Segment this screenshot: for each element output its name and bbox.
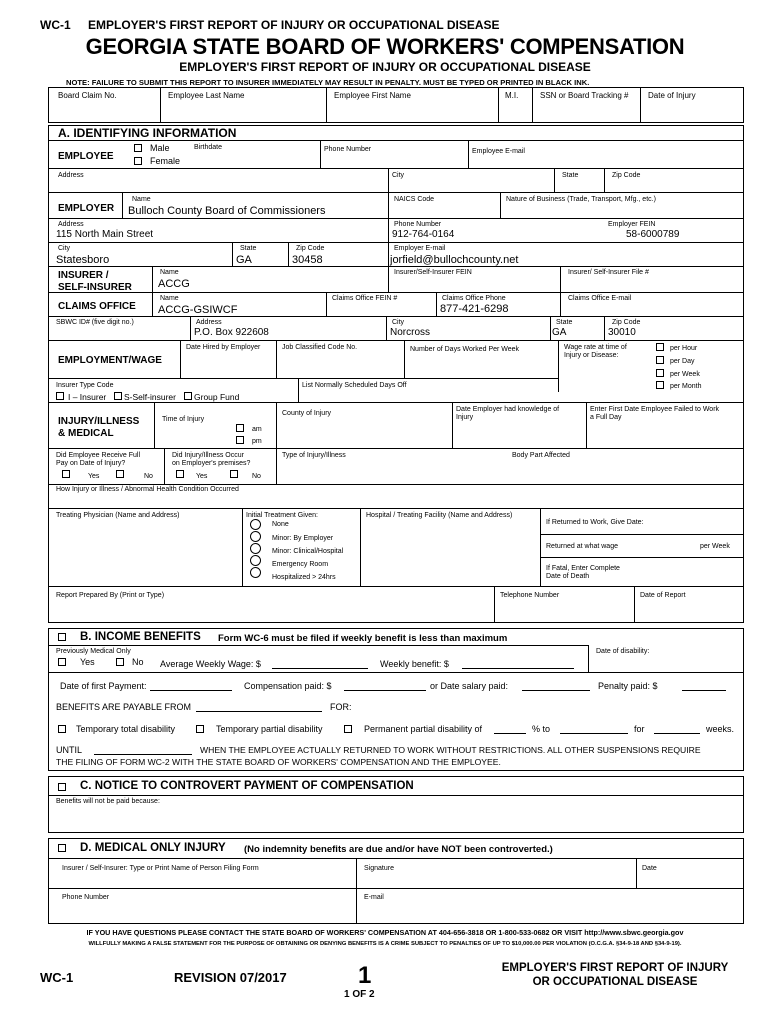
- not-paid-label: Benefits will not be paid because:: [56, 798, 160, 805]
- employment-wage-label: EMPLOYMENT/WAGE: [58, 355, 162, 366]
- employer-address: 115 North Main Street: [56, 229, 154, 240]
- ppd-for-label: for: [634, 724, 645, 734]
- full-pay-no-checkbox[interactable]: [116, 470, 124, 478]
- fatal-label-2: Date of Death: [546, 573, 590, 580]
- until-label: UNTIL: [56, 745, 83, 755]
- per-week-label: per Week: [670, 371, 700, 378]
- employer-name-label: Name: [132, 196, 151, 203]
- employer-email: jorfield@bullochcounty.net: [390, 254, 519, 266]
- claims-address-label: Address: [196, 319, 222, 326]
- sbwc-id-label: SBWC ID# (five digit no.): [56, 319, 134, 326]
- nature-business-label: Nature of Business (Trade, Transport, Mfg., etc.): [506, 196, 656, 203]
- section-b-checkbox[interactable]: [58, 633, 66, 641]
- until-text: WHEN THE EMPLOYEE ACTUALLY RETURNED TO WORK WITHOUT RESTRICTIONS. ALL OTHER SUSPENSIONS REQUIRE: [200, 745, 701, 755]
- insurer-type-i-label: I – Insurer: [68, 392, 107, 402]
- employer-city-label: City: [58, 245, 71, 252]
- first-date-label-1: Enter First Date Employee Failed to Work: [590, 406, 720, 413]
- am-label: am: [252, 426, 262, 433]
- full-pay-no-label: No: [144, 473, 153, 480]
- footer-revision: REVISION 07/2017: [174, 970, 287, 985]
- section-b-title: B. INCOME BENEFITS: [80, 631, 201, 643]
- employer-address-label: Address: [58, 221, 84, 228]
- employer-zip-label: Zip Code: [296, 245, 325, 252]
- full-pay-yes-checkbox[interactable]: [62, 470, 70, 478]
- employee-address-label: Address: [58, 172, 84, 179]
- premises-no-label: No: [252, 473, 261, 480]
- premises-yes-checkbox[interactable]: [176, 470, 184, 478]
- how-occurred-label: How Injury or Illness / Abnormal Health Condition Occurred: [56, 486, 239, 493]
- full-pay-label-1: Did Employee Receive Full: [56, 452, 141, 459]
- job-code-label: Job Classified Code No.: [282, 344, 358, 351]
- board-claim-label: Board Claim No.: [58, 91, 117, 100]
- footer-page-of: 1 OF 2: [344, 989, 375, 1000]
- employer-city: Statesboro: [56, 254, 110, 266]
- claims-phone-label: Claims Office Phone: [442, 295, 506, 302]
- footer-title-1: EMPLOYER'S FIRST REPORT OF INJURY: [501, 962, 729, 974]
- ppd-label: Permanent partial disability of: [364, 724, 483, 734]
- date-first-payment-label: Date of first Payment:: [60, 681, 147, 691]
- ppd-pct-label: % to: [532, 724, 551, 734]
- employee-zip-label: Zip Code: [612, 172, 641, 179]
- birthdate-label: Birthdate: [194, 144, 223, 151]
- treatment-er-radio[interactable]: [250, 555, 261, 566]
- form-subtitle: EMPLOYER'S FIRST REPORT OF INJURY OR OCCUPATIONAL DISEASE: [179, 60, 591, 74]
- prev-medical-yes-checkbox[interactable]: [58, 658, 66, 666]
- days-worked-label: Number of Days Worked Per Week: [410, 346, 520, 353]
- employee-first-label: Employee First Name: [334, 91, 411, 100]
- employer-state: GA: [236, 254, 252, 266]
- ttd-checkbox[interactable]: [58, 725, 66, 733]
- insurer-fein-label: Insurer/Self-Insurer FEIN: [394, 269, 472, 276]
- treatment-minor-clinical-radio[interactable]: [250, 543, 261, 554]
- claims-name-label: Name: [160, 295, 179, 302]
- prev-medical-label: Previously Medical Only: [56, 648, 131, 655]
- physician-label: Treating Physician (Name and Address): [56, 512, 180, 519]
- treatment-hospitalized-radio[interactable]: [250, 567, 261, 578]
- treatment-none-label: None: [272, 521, 289, 528]
- prepared-by-label: Report Prepared By (Print or Type): [56, 592, 165, 599]
- weekly-benefit-label: Weekly benefit: $: [380, 659, 449, 669]
- weeks-label: weeks.: [706, 724, 735, 734]
- naics-label: NAICS Code: [394, 196, 435, 203]
- section-d-phone-label: Phone Number: [62, 894, 110, 901]
- signature-label: Signature: [364, 865, 394, 872]
- premises-yes-label: Yes: [196, 473, 208, 480]
- time-injury-label: Time of Injury: [162, 416, 205, 423]
- female-label: Female: [150, 156, 181, 166]
- fatal-label-1: If Fatal, Enter Complete: [546, 565, 620, 572]
- returned-per-week-label: per Week: [700, 543, 730, 550]
- footer-page-big: 1: [358, 962, 372, 989]
- treatment-hospitalized-label: Hospitalized > 24hrs: [272, 574, 336, 581]
- full-pay-yes-label: Yes: [88, 473, 100, 480]
- insurer-name: ACCG: [158, 278, 190, 290]
- insurer-type-s-checkbox[interactable]: [114, 392, 122, 400]
- for-label: FOR:: [330, 702, 352, 712]
- wage-rate-label-2: Injury or Disease:: [564, 352, 619, 359]
- employee-label: EMPLOYEE: [58, 151, 114, 162]
- treatment-minor-clinical-label: Minor: Clinical/Hospital: [272, 548, 344, 555]
- claims-state: GA: [552, 327, 567, 338]
- insurer-name-label: Name: [160, 269, 179, 276]
- avg-weekly-label: Average Weekly Wage: $: [160, 659, 261, 669]
- per-day-label: per Day: [670, 358, 695, 365]
- claims-name: ACCG-GSIWCF: [158, 304, 238, 316]
- claims-city: Norcross: [390, 327, 431, 338]
- tpd-label: Temporary partial disability: [216, 724, 323, 734]
- employee-email-label: Employee E-mail: [472, 148, 525, 155]
- male-label: Male: [150, 143, 170, 153]
- treatment-label: Initial Treatment Given:: [246, 512, 318, 519]
- section-d-note: (No indemnity benefits are due and/or have NOT been controverted.): [244, 844, 553, 855]
- employer-fein-label: Employer FEIN: [608, 221, 656, 228]
- ttd-label: Temporary total disability: [76, 724, 176, 734]
- treatment-er-label: Emergency Room: [272, 561, 329, 568]
- full-pay-label-2: Pay on Date of Injury?: [56, 460, 126, 467]
- premises-label-2: on Employer's premises?: [172, 460, 251, 467]
- per-month-label: per Month: [670, 383, 702, 390]
- scheduled-days-label: List Normally Scheduled Days Off: [302, 382, 407, 389]
- until-text-2: THE FILING OF FORM WC-2 WITH THE STATE BOARD OF WORKERS' COMPENSATION AND THE EMPLOYEE.: [56, 757, 501, 767]
- employer-fein: 58-6000789: [626, 229, 680, 240]
- form-note: NOTE: FAILURE TO SUBMIT THIS REPORT TO INSURER IMMEDIATELY MAY RESULT IN PENALTY. MUST BE TYPED OR PRINTED IN BLACK INK.: [66, 78, 590, 87]
- footer-warning: WILLFULLY MAKING A FALSE STATEMENT FOR THE PURPOSE OF OBTAINING OR DENYING BENEFITS IS A CRIME SUBJECT TO PENALTIES OF UP TO $10,000.00 PER VIOLATION (O.C.G.A. §34-9-18 AND §34-9-19).: [88, 941, 682, 947]
- prev-medical-no-checkbox[interactable]: [116, 658, 124, 666]
- male-checkbox[interactable]: [134, 144, 142, 152]
- insurer-label-1: INSURER /: [58, 270, 109, 281]
- returned-wage-label: Returned at what wage: [546, 543, 618, 550]
- tpd-checkbox[interactable]: [196, 725, 204, 733]
- form-code-top: WC-1: [40, 18, 71, 32]
- section-d-title: D. MEDICAL ONLY INJURY: [80, 842, 226, 854]
- claims-email-label: Claims Office E-mail: [568, 295, 632, 302]
- insurer-label-2: SELF-INSURER: [58, 282, 132, 293]
- per-week-checkbox[interactable]: [656, 369, 664, 377]
- penalty-paid-label: Penalty paid: $: [598, 681, 658, 691]
- footer-title-2: OR OCCUPATIONAL DISEASE: [532, 976, 698, 988]
- section-a-title: A. IDENTIFYING INFORMATION: [58, 126, 237, 140]
- employee-phone-label: Phone Number: [324, 146, 372, 153]
- mi-label: M.I.: [505, 91, 519, 100]
- knowledge-label-1: Date Employer had knowledge of: [456, 406, 560, 413]
- section-c-title: C. NOTICE TO CONTROVERT PAYMENT OF COMPENSATION: [80, 780, 414, 792]
- footer-questions: IF YOU HAVE QUESTIONS PLEASE CONTACT THE STATE BOARD OF WORKERS' COMPENSATION AT 404-656-3818 OR 1-800-533-0682 OR VISIT http://www.sbwc.georgia.gov: [86, 928, 684, 937]
- board-name: GEORGIA STATE BOARD OF WORKERS' COMPENSATION: [85, 34, 685, 59]
- claims-office-label: CLAIMS OFFICE: [58, 301, 136, 312]
- county-injury-label: County of Injury: [282, 410, 332, 417]
- employee-last-label: Employee Last Name: [168, 91, 245, 100]
- injury-label-2: & MEDICAL: [58, 428, 114, 439]
- insurer-type-label: Insurer Type Code: [56, 382, 114, 389]
- form-header: [0, 0, 770, 90]
- telephone-label: Telephone Number: [500, 592, 560, 599]
- claims-state-label: State: [556, 319, 573, 326]
- section-d-checkbox[interactable]: [58, 844, 66, 852]
- section-d-date-label: Date: [642, 865, 657, 872]
- injury-type-label: Type of Injury/Illness: [282, 452, 346, 459]
- payable-from-label: BENEFITS ARE PAYABLE FROM: [56, 702, 192, 712]
- employer-name: Bulloch County Board of Commissioners: [128, 205, 326, 217]
- date-salary-label: or Date salary paid:: [430, 681, 509, 691]
- claims-zip: 30010: [608, 327, 636, 338]
- knowledge-label-2: Injury: [456, 414, 474, 421]
- form-title-top: EMPLOYER'S FIRST REPORT OF INJURY OR OCCUPATIONAL DISEASE: [88, 18, 500, 32]
- employer-phone: 912-764-0164: [392, 229, 455, 240]
- injury-label-1: INJURY/ILLNESS: [58, 416, 140, 427]
- treatment-none-radio[interactable]: [250, 519, 261, 530]
- section-c-checkbox[interactable]: [58, 783, 66, 791]
- employee-state-label: State: [562, 172, 579, 179]
- pm-label: pm: [252, 438, 262, 445]
- prev-medical-no-label: No: [132, 657, 144, 667]
- date-report-label: Date of Report: [640, 592, 686, 599]
- first-date-label-2: a Full Day: [590, 414, 622, 421]
- am-checkbox[interactable]: [236, 424, 244, 432]
- employer-email-label: Employer E-mail: [394, 245, 446, 252]
- ssn-label: SSN or Board Tracking #: [540, 91, 629, 100]
- per-month-checkbox[interactable]: [656, 381, 664, 389]
- date-injury-label: Date of Injury: [648, 91, 696, 100]
- per-day-checkbox[interactable]: [656, 356, 664, 364]
- body-part-label: Body Part Affected: [512, 452, 570, 459]
- footer-form-code: WC-1: [40, 970, 74, 985]
- employee-city-label: City: [392, 172, 405, 179]
- insurer-file-label: Insurer/ Self-Insurer File #: [568, 269, 649, 276]
- claims-zip-label: Zip Code: [612, 319, 641, 326]
- per-hour-label: per Hour: [670, 345, 698, 352]
- returned-date-label: If Returned to Work, Give Date:: [546, 519, 644, 526]
- premises-label-1: Did Injury/Illness Occur: [172, 452, 244, 459]
- comp-paid-label: Compensation paid: $: [244, 681, 332, 691]
- employer-state-label: State: [240, 245, 257, 252]
- treatment-minor-employer-radio[interactable]: [250, 531, 261, 542]
- employer-zip: 30458: [292, 254, 323, 266]
- date-hired-label: Date Hired by Employer: [186, 344, 261, 351]
- insurer-type-s-label: S-Self-insurer: [124, 392, 176, 402]
- employer-phone-label: Phone Number: [394, 221, 442, 228]
- female-checkbox[interactable]: [134, 157, 142, 165]
- premises-no-checkbox[interactable]: [230, 470, 238, 478]
- claims-phone: 877-421-6298: [440, 303, 509, 315]
- wage-rate-label-1: Wage rate at time of: [564, 344, 627, 351]
- claims-address: P.O. Box 922608: [194, 327, 269, 338]
- ppd-checkbox[interactable]: [344, 725, 352, 733]
- employer-label: EMPLOYER: [58, 203, 115, 214]
- section-b-note: Form WC-6 must be filed if weekly benefit is less than maximum: [218, 633, 508, 644]
- date-disability-label: Date of disability:: [596, 648, 650, 655]
- filer-name-label: Insurer / Self-Insurer: Type or Print Name of Person Filing Form: [62, 865, 259, 872]
- claims-city-label: City: [392, 319, 405, 326]
- claims-fein-label: Claims Office FEIN #: [332, 295, 398, 302]
- insurer-type-g-checkbox[interactable]: [184, 392, 192, 400]
- facility-label: Hospital / Treating Facility (Name and Address): [366, 512, 513, 519]
- section-d-email-label: E-mail: [364, 894, 384, 901]
- pm-checkbox[interactable]: [236, 436, 244, 444]
- prev-medical-yes-label: Yes: [80, 657, 95, 667]
- per-hour-checkbox[interactable]: [656, 343, 664, 351]
- insurer-type-i-checkbox[interactable]: [56, 392, 64, 400]
- insurer-type-g-label: Group Fund: [194, 392, 240, 402]
- treatment-minor-employer-label: Minor: By Employer: [272, 535, 334, 542]
